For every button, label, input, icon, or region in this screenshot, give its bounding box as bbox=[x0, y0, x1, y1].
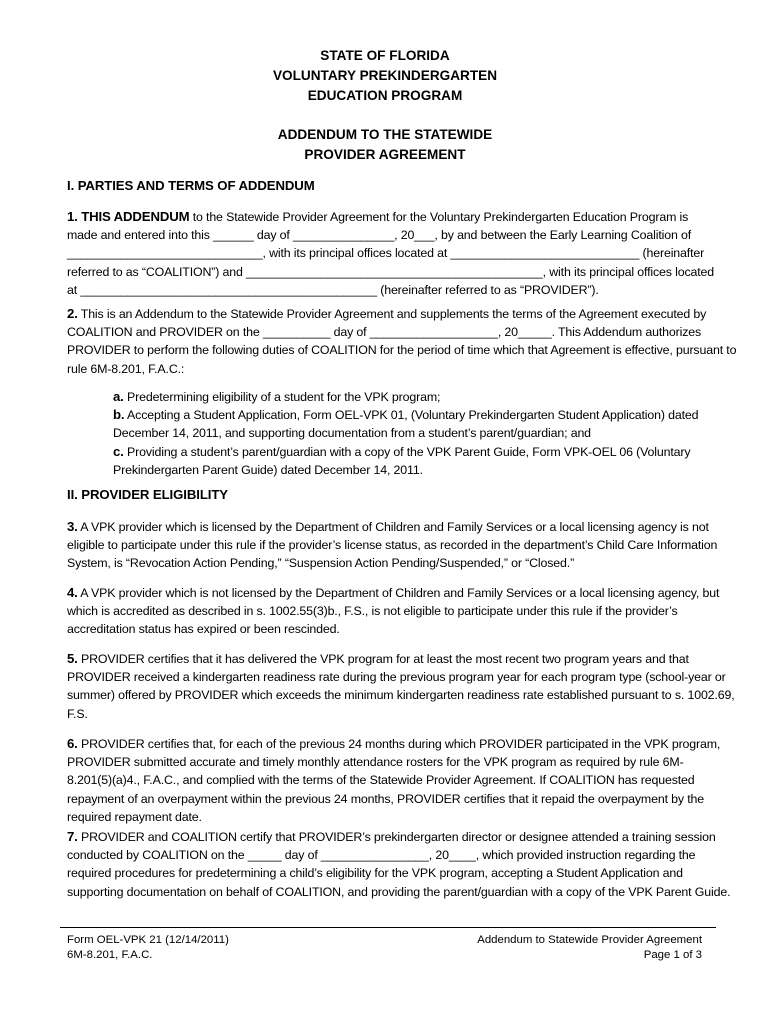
footer-left bbox=[67, 933, 229, 963]
paragraph-5 bbox=[67, 650, 735, 723]
paragraph-4-line: which is accredited as described in s. 1002.55(3)b., F.S., is not eligible to participate under this rule if the provider’s bbox=[67, 604, 678, 619]
list-item-b bbox=[113, 406, 713, 424]
footer-doc-title: Addendum to Statewide Provider Agreement bbox=[477, 934, 702, 946]
header-line-education: EDUCATION PROGRAM bbox=[307, 88, 463, 103]
section-heading-eligibility: II. PROVIDER ELIGIBILITY bbox=[67, 487, 228, 502]
list-item-c bbox=[113, 443, 713, 461]
paragraph-6-line: repayment of an overpayment within the previous 24 months, PROVIDER certifies that it repaid the overpayment by the bbox=[67, 791, 705, 806]
paragraph-4-line: accreditation status has expired or been rescinded. bbox=[67, 622, 340, 637]
list-item-c-text: Providing a student’s parent/guardian with a copy of the VPK Parent Guide, Form VPK-OEL 06 (Voluntary bbox=[123, 444, 691, 459]
list-item-a-lead: a. bbox=[113, 389, 124, 404]
paragraph-7-lead: 7. bbox=[67, 829, 78, 844]
paragraph-3-line: System, is “Revocation Action Pending,” “Suspension Action Pending/Suspended,” or “Closed.” bbox=[67, 556, 575, 571]
paragraph-1-line: _____________________________, with its principal offices located at ____________________________ (hereinafter bbox=[67, 246, 705, 261]
paragraph-5-line: PROVIDER received a kindergarten readiness rate during the previous program year for each program type (school-year or bbox=[67, 670, 726, 685]
paragraph-2-line: rule 6M-8.201, F.A.C.: bbox=[67, 361, 185, 376]
paragraph-4-text: A VPK provider which is not licensed by the Department of Children and Family Services or a local licensing agency, but bbox=[77, 586, 720, 600]
header-line-state: STATE OF FLORIDA bbox=[320, 48, 450, 63]
paragraph-5-line: F.S. bbox=[67, 706, 88, 721]
paragraph-5-text: PROVIDER certifies that it has delivered the VPK program for at least the most recent two program years and that bbox=[77, 652, 689, 666]
list-item-c-lead: c. bbox=[113, 443, 124, 459]
list-item-a-text: Predetermining eligibility of a student for the VPK program; bbox=[123, 390, 441, 404]
paragraph-1-text: to the Statewide Provider Agreement for the Voluntary Prekindergarten Education Program is bbox=[189, 210, 689, 224]
paragraph-1-lead: 1. THIS ADDENDUM bbox=[67, 209, 190, 224]
paragraph-1-line: made and entered into this ______ day of _______________, 20___, by and between the Early Learning Coalition of bbox=[67, 228, 692, 243]
footer-form-id: Form OEL-VPK 21 (12/14/2011) bbox=[67, 934, 229, 946]
list-item-c-line: Prekindergarten Parent Guide) dated December 14, 2011. bbox=[113, 462, 423, 477]
paragraph-7 bbox=[67, 828, 731, 901]
paragraph-3-line: eligible to participate under this rule if the provider’s license status, as recorded in the department’s Child Care Information bbox=[67, 538, 718, 553]
paragraph-6 bbox=[67, 735, 721, 826]
paragraph-6-line: 8.201(5)(a)4., F.A.C., and complied with the terms of the Statewide Provider Agreement. If COALITION has requested bbox=[67, 773, 695, 788]
list-item-b-text: Accepting a Student Application, Form OEL-VPK 01, (Voluntary Prekindergarten Student Application) dated bbox=[124, 408, 699, 423]
paragraph-4 bbox=[67, 584, 720, 639]
paragraph-6-text: PROVIDER certifies that, for each of the previous 24 months during which PROVIDER participated in the VPK program, bbox=[77, 737, 721, 751]
footer-rule-ref: 6M-8.201, F.A.C. bbox=[67, 949, 153, 961]
paragraph-7-text: PROVIDER and COALITION certify that PROVIDER’s prekindergarten director or designee attended a training session bbox=[77, 830, 716, 844]
title-line-2: PROVIDER AGREEMENT bbox=[304, 147, 466, 162]
paragraph-1-line: at ____________________________________________ (hereinafter referred to as “PROVIDER”). bbox=[67, 282, 599, 297]
section-heading-parties: I. PARTIES AND TERMS OF ADDENDUM bbox=[67, 178, 315, 193]
footer-page-number: Page 1 of 3 bbox=[643, 949, 702, 961]
paragraph-7-line: required procedures for predetermining a child’s eligibility for the VPK program, accepting a Student Application and bbox=[67, 866, 683, 881]
footer-divider bbox=[60, 927, 716, 928]
duties-list bbox=[113, 388, 713, 479]
paragraph-2-line: PROVIDER to perform the following duties of COALITION for the period of time which that Agreement is effective, pursuant to bbox=[67, 343, 737, 358]
paragraph-7-line: supporting documentation on behalf of COALITION, and providing the parent/guardian with a copy of the VPK Parent Guide. bbox=[67, 884, 731, 899]
paragraph-2-text: This is an Addendum to the Statewide Provider Agreement and supplements the terms of the Agreement executed by bbox=[77, 307, 707, 321]
paragraph-6-line: PROVIDER submitted accurate and timely monthly attendance rosters for the VPK program as required by rule 6M- bbox=[67, 755, 684, 770]
paragraph-7-line: conducted by COALITION on the _____ day of ________________, 20____, which provided instruction regarding the bbox=[67, 848, 696, 863]
paragraph-2-lead: 2. bbox=[67, 306, 78, 321]
list-item-b-line: December 14, 2011, and supporting documentation from a student’s parent/guardian; and bbox=[113, 426, 591, 441]
paragraph-2 bbox=[67, 305, 737, 378]
title-line-1: ADDENDUM TO THE STATEWIDE bbox=[277, 127, 493, 142]
list-item-b-lead: b. bbox=[113, 407, 125, 423]
paragraph-3 bbox=[67, 518, 718, 573]
paragraph-6-lead: 6. bbox=[67, 736, 78, 751]
paragraph-6-line: required repayment date. bbox=[67, 809, 202, 824]
list-item-a bbox=[113, 388, 713, 406]
header-line-program: VOLUNTARY PREKINDERGARTEN bbox=[272, 68, 498, 83]
paragraph-3-text: A VPK provider which is licensed by the Department of Children and Family Services or a local licensing agency is not bbox=[77, 520, 709, 534]
document-header bbox=[0, 46, 770, 106]
paragraph-1 bbox=[67, 208, 715, 299]
footer-right bbox=[477, 933, 702, 963]
paragraph-1-line: referred to as “COALITION”) and ____________________________________________, with its principal offices located bbox=[67, 264, 715, 279]
paragraph-4-lead: 4. bbox=[67, 585, 78, 600]
paragraph-5-line: summer) offered by PROVIDER which exceeds the minimum kindergarten readiness rate established pursuant to s. 1002.69, bbox=[67, 688, 735, 703]
paragraph-3-lead: 3. bbox=[67, 519, 78, 534]
paragraph-2-line: COALITION and PROVIDER on the __________ day of ___________________, 20_____. This Addendum authorizes bbox=[67, 325, 702, 340]
paragraph-5-lead: 5. bbox=[67, 651, 78, 666]
document-title bbox=[0, 125, 770, 165]
